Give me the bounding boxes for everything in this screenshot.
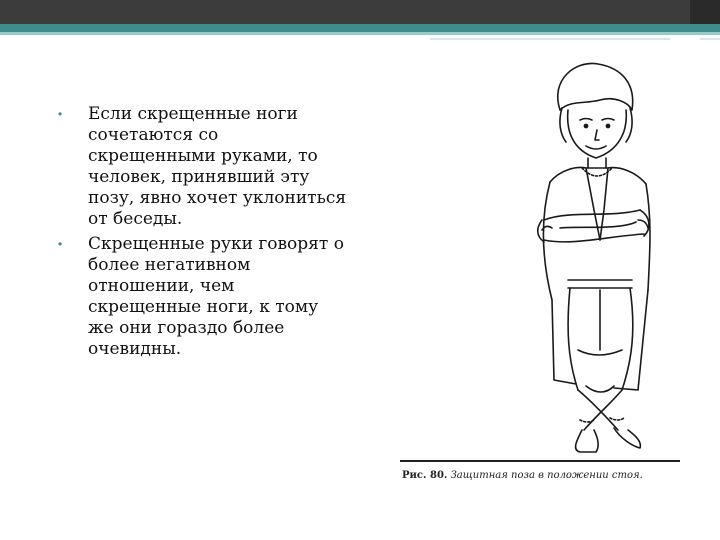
accent-band bbox=[0, 24, 720, 32]
bullet-icon: • bbox=[58, 237, 63, 251]
top-band-tab bbox=[690, 0, 720, 24]
caption-number: Рис. 80. bbox=[402, 470, 448, 481]
figure-divider bbox=[400, 460, 680, 462]
bullet-list bbox=[58, 104, 348, 360]
person-illustration-icon bbox=[400, 50, 700, 455]
bullet-item bbox=[58, 234, 348, 360]
figure-caption bbox=[402, 470, 692, 481]
bullet-item bbox=[58, 104, 348, 230]
bullet-icon: • bbox=[58, 107, 63, 121]
decor-line bbox=[700, 38, 720, 40]
decor-line bbox=[430, 38, 670, 40]
top-band bbox=[0, 0, 720, 24]
figure bbox=[400, 50, 700, 500]
caption-text: Защитная поза в положении стоя. bbox=[450, 470, 643, 481]
accent-band-light bbox=[0, 32, 720, 35]
bullet-text: Если скрещенные ноги сочетаются со скрещенными руками, то человек, принявший эту позу, явно хочет уклониться от беседы. bbox=[88, 104, 347, 229]
bullet-list-container bbox=[58, 104, 348, 364]
bullet-text: Скрещенные руки говорят о более негативном отношении, чем скрещенные ноги, к тому же они гораздо более очевидны. bbox=[88, 234, 344, 359]
